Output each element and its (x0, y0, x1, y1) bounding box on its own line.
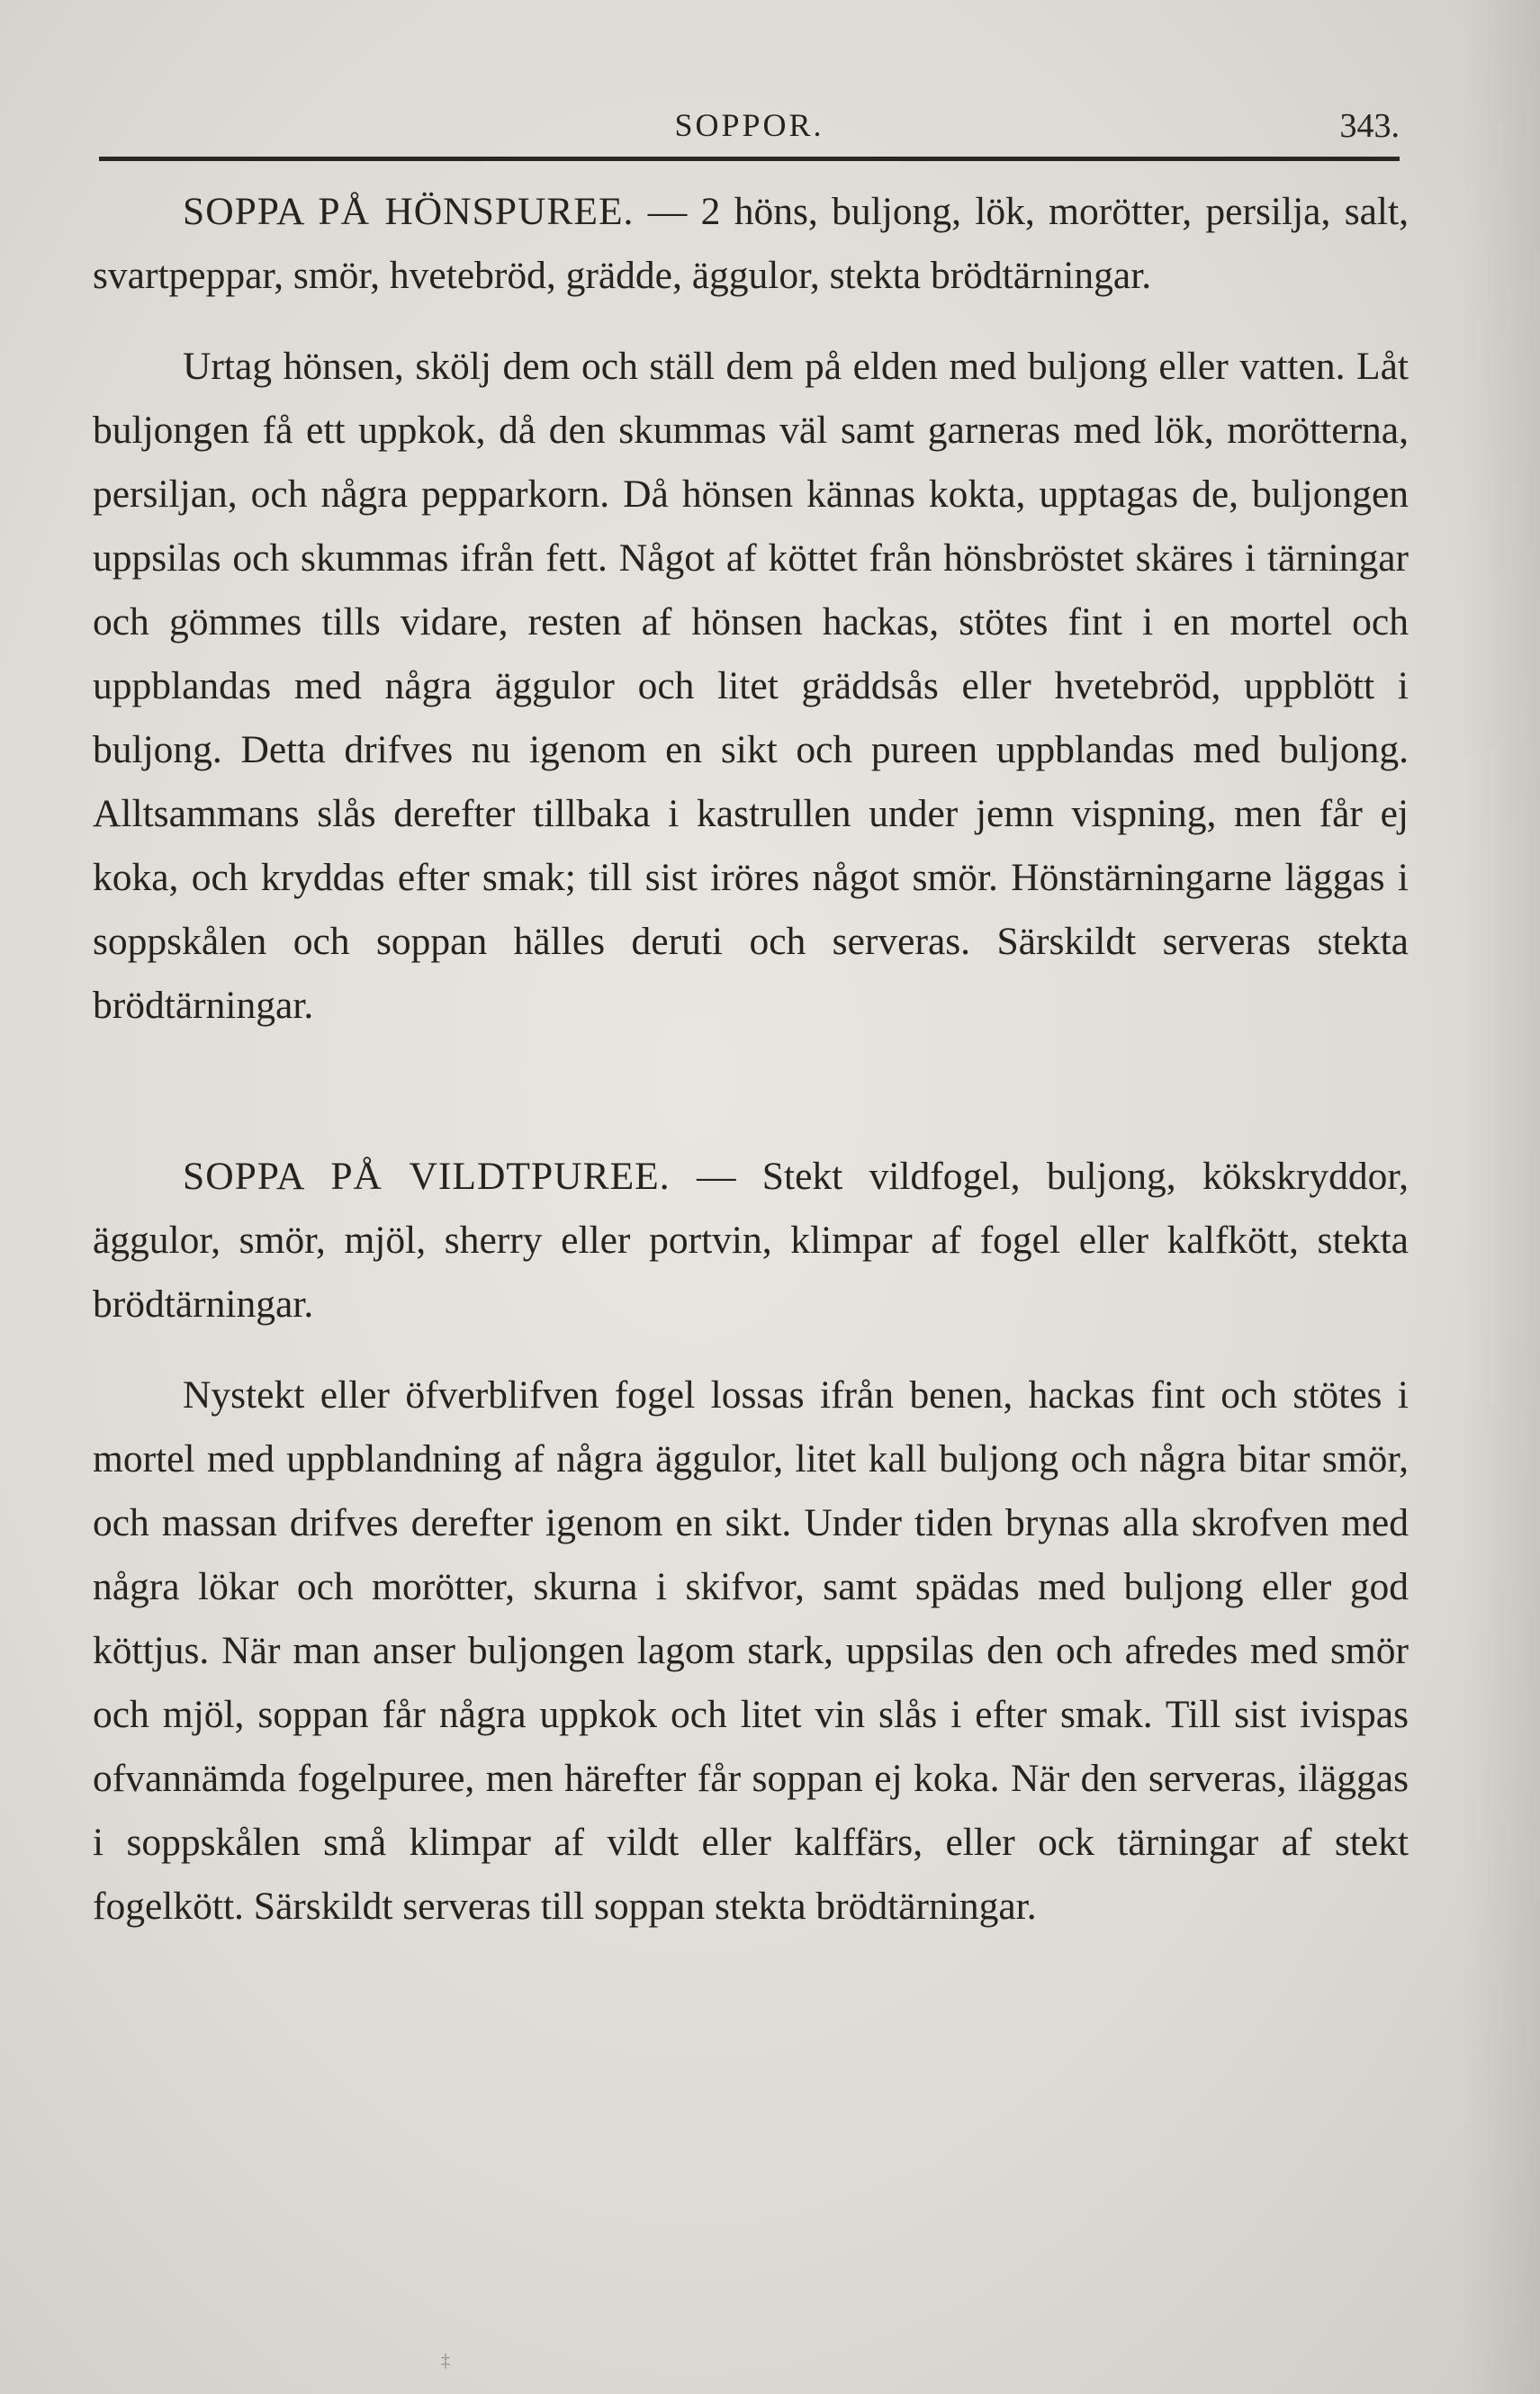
recipe-honspuree (93, 180, 1409, 1038)
page-header (99, 106, 1400, 160)
recipe-method: Nystekt eller öfverblifven fogel lossas ifrån benen, hackas fint och stötes i mortel med uppblandning af några äggulor, litet kall buljong och några bitar smör, och massan drifves derefter igenom en sikt. Under tiden brynas alla skrofven med några lökar och morötter, skurna i skifvor, samt spädas med buljong eller god köttjus. När man anser buljongen lagom stark, uppsilas den och afredes med smör och mjöl, soppan får några uppkok och litet vin slås i efter smak. Till sist ivispas ofvannämda fogelpuree, men härefter får soppan ej koka. När den serveras, iläggas i soppskålen små klimpar af vildt eller kalffärs, eller ock tärningar af stekt fogelkött. Särskildt serveras till soppan stekta brödtärningar. (93, 1373, 1409, 1928)
ingredient-list: — Stekt vildfogel, buljong, kökskryddor, äggulor, smör, mjöl, sherry eller portvin, klimpar af fogel eller kalfkött, stekta brödtärningar. (93, 1155, 1409, 1326)
footer-mark: ‡ (441, 2351, 450, 2371)
recipe-method: Urtag hönsen, skölj dem och ställ dem på elden med buljong eller vatten. Låt buljongen få ett uppkok, då den skummas väl samt garneras med lök, morötterna, persiljan, och några pepparkorn. Då hönsen kännas kokta, upptagas de, buljongen uppsilas och skummas ifrån fett. Något af köttet från hönsbröstet skäres i tärningar och gömmes tills vidare, resten af hönsen hackas, stötes fint i en mortel och uppblandas med några äggulor och litet gräddsås eller hvetebröd, uppblött i buljong. Detta drifves nu igenom en sikt och pureen uppblandas med buljong. Alltsammans slås derefter tillbaka i kastrullen under jemn vispning, men får ej koka, och kryddas efter smak; till sist iröres något smör. Hönstärningarne läggas i soppskålen och soppan hälles deruti och serveras. Särskildt serveras stekta brödtärningar. (93, 345, 1409, 1027)
page-number: 343. (1339, 107, 1400, 145)
running-title: SOPPOR. (674, 107, 824, 143)
header-rule (99, 157, 1400, 161)
ingredient-list: — 2 höns, buljong, lök, morötter, persilja, salt, svartpeppar, smör, hvetebröd, grädde, äggulor, stekta brödtärningar. (93, 190, 1409, 297)
recipe-vildtpuree (93, 1145, 1409, 1939)
recipe-ingredients (93, 180, 1409, 308)
recipe-ingredients (93, 1145, 1409, 1336)
recipe-title: SOPPA PÅ HÖNSPUREE. (183, 190, 635, 233)
page-body (93, 180, 1409, 1939)
page-edge-shadow (1459, 0, 1540, 2394)
recipe-title: SOPPA PÅ VILDTPUREE. (183, 1155, 671, 1198)
